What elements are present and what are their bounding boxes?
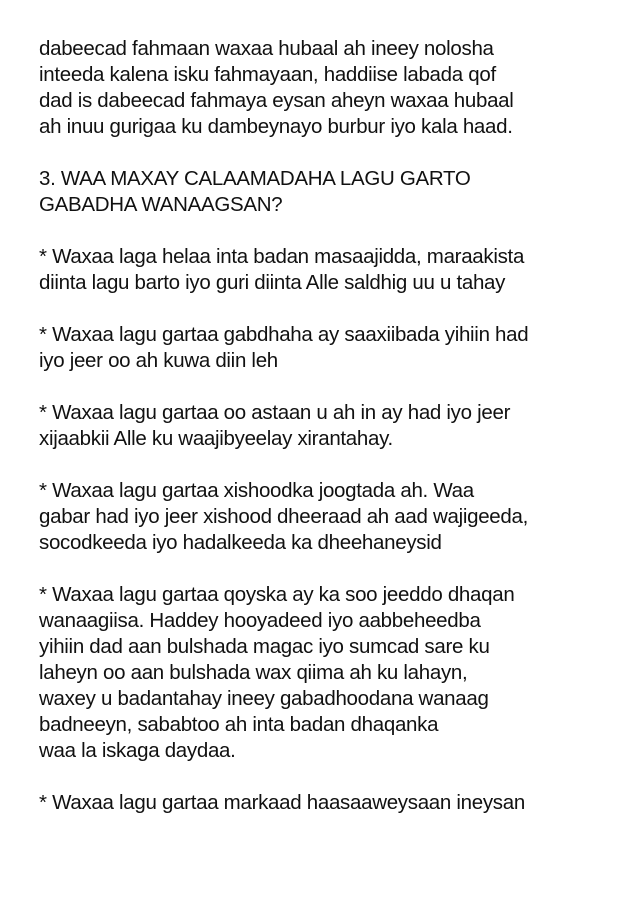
text-line: waa la iskaga daydaa.: [39, 739, 236, 762]
text-line: gabar had iyo jeer xishood dheeraad ah aad wajigeeda,: [39, 505, 529, 528]
section-heading: [39, 166, 619, 218]
heading-line: GABADHA WANAAGSAN?: [39, 193, 283, 216]
text-line: socodkeeda iyo hadalkeeda ka dheehaneysid: [39, 531, 442, 554]
bullet-item-4: [39, 478, 619, 556]
text-line: inteeda kalena isku fahmayaan, haddiise labada qof: [39, 63, 496, 86]
text-line: * Waxaa laga helaa inta badan masaajidda, maraakista: [39, 245, 525, 268]
bullet-item-2: [39, 322, 619, 374]
text-line: yihiin dad aan bulshada magac iyo sumcad sare ku: [39, 635, 490, 658]
text-line: badneeyn, sababtoo ah inta badan dhaqanka: [39, 713, 439, 736]
text-line: * Waxaa lagu gartaa oo astaan u ah in ay had iyo jeer: [39, 401, 511, 424]
text-line: iyo jeer oo ah kuwa diin leh: [39, 349, 278, 372]
bullet-item-3: [39, 400, 619, 452]
text-line: xijaabkii Alle ku waajibyeelay xirantahay.: [39, 427, 393, 450]
text-line: * Waxaa lagu gartaa gabdhaha ay saaxiibada yihiin had: [39, 323, 529, 346]
text-line: wanaagiisa. Haddey hooyadeed iyo aabbeheedba: [39, 609, 481, 632]
bullet-item-1: [39, 244, 619, 296]
document-page: [39, 36, 619, 842]
text-line: laheyn oo aan bulshada wax qiima ah ku lahayn,: [39, 661, 468, 684]
bullet-item-5: [39, 582, 619, 764]
text-line: diinta lagu barto iyo guri diinta Alle saldhig uu u tahay: [39, 271, 506, 294]
text-line: dad is dabeecad fahmaya eysan aheyn waxaa hubaal: [39, 89, 514, 112]
text-line: * Waxaa lagu gartaa xishoodka joogtada ah. Waa: [39, 479, 474, 502]
text-line: * Waxaa lagu gartaa markaad haasaaweysaan ineysan: [39, 791, 525, 814]
text-line: * Waxaa lagu gartaa qoyska ay ka soo jeeddo dhaqan: [39, 583, 515, 606]
text-line: ah inuu gurigaa ku dambeynayo burbur iyo kala haad.: [39, 115, 513, 138]
text-line: dabeecad fahmaan waxaa hubaal ah ineey nolosha: [39, 37, 494, 60]
heading-line: 3. WAA MAXAY CALAAMADAHA LAGU GARTO: [39, 167, 471, 190]
paragraph-intro: [39, 36, 619, 140]
text-line: waxey u badantahay ineey gabadhoodana wanaag: [39, 687, 489, 710]
bullet-item-6: [39, 790, 619, 816]
